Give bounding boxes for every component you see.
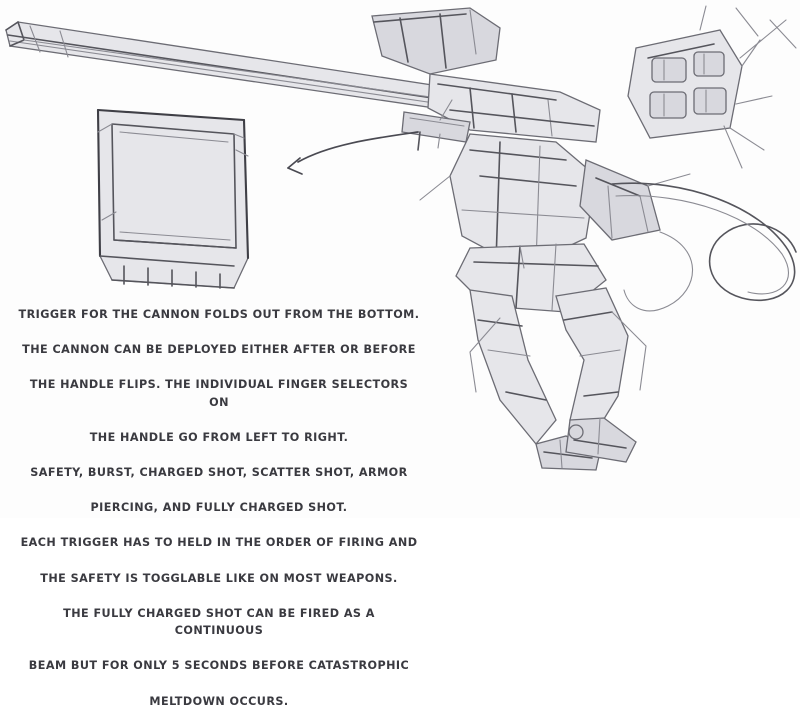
annotation-line: THE FULLY CHARGED SHOT CAN BE FIRED AS A CONTINUOUS <box>63 606 375 638</box>
callout-arrow <box>288 132 418 174</box>
annotation-line: SAFETY, BURST, CHARGED SHOT, SCATTER SHOT, ARMOR <box>30 465 408 479</box>
annotation-line: THE HANDLE FLIPS. THE INDIVIDUAL FINGER SELECTORS ON <box>29 377 409 409</box>
cannon-receiver <box>372 8 600 150</box>
annotation-line: THE CANNON CAN BE DEPLOYED EITHER AFTER OR BEFORE <box>22 342 416 356</box>
mech-right-leg <box>556 288 636 462</box>
annotation-text-block <box>18 288 420 728</box>
annotation-line: MELTDOWN OCCURS. <box>149 694 289 708</box>
trigger-handle-detail <box>98 110 248 288</box>
annotation-line: THE HANDLE GO FROM LEFT TO RIGHT. <box>89 430 349 444</box>
annotation-line: BEAM BUT FOR ONLY 5 SECONDS BEFORE CATASTROPHIC <box>28 659 410 673</box>
annotation-line: THE SAFETY IS TOGGLABLE LIKE ON MOST WEAPONS. <box>40 571 398 585</box>
shoulder-sensor-pod <box>628 6 786 168</box>
annotation-line: EACH TRIGGER HAS TO HELD IN THE ORDER OF FIRING AND <box>20 536 418 550</box>
annotation-line: PIERCING, AND FULLY CHARGED SHOT. <box>90 501 348 515</box>
annotation-line: TRIGGER FOR THE CANNON FOLDS OUT FROM THE BOTTOM. <box>18 307 420 321</box>
